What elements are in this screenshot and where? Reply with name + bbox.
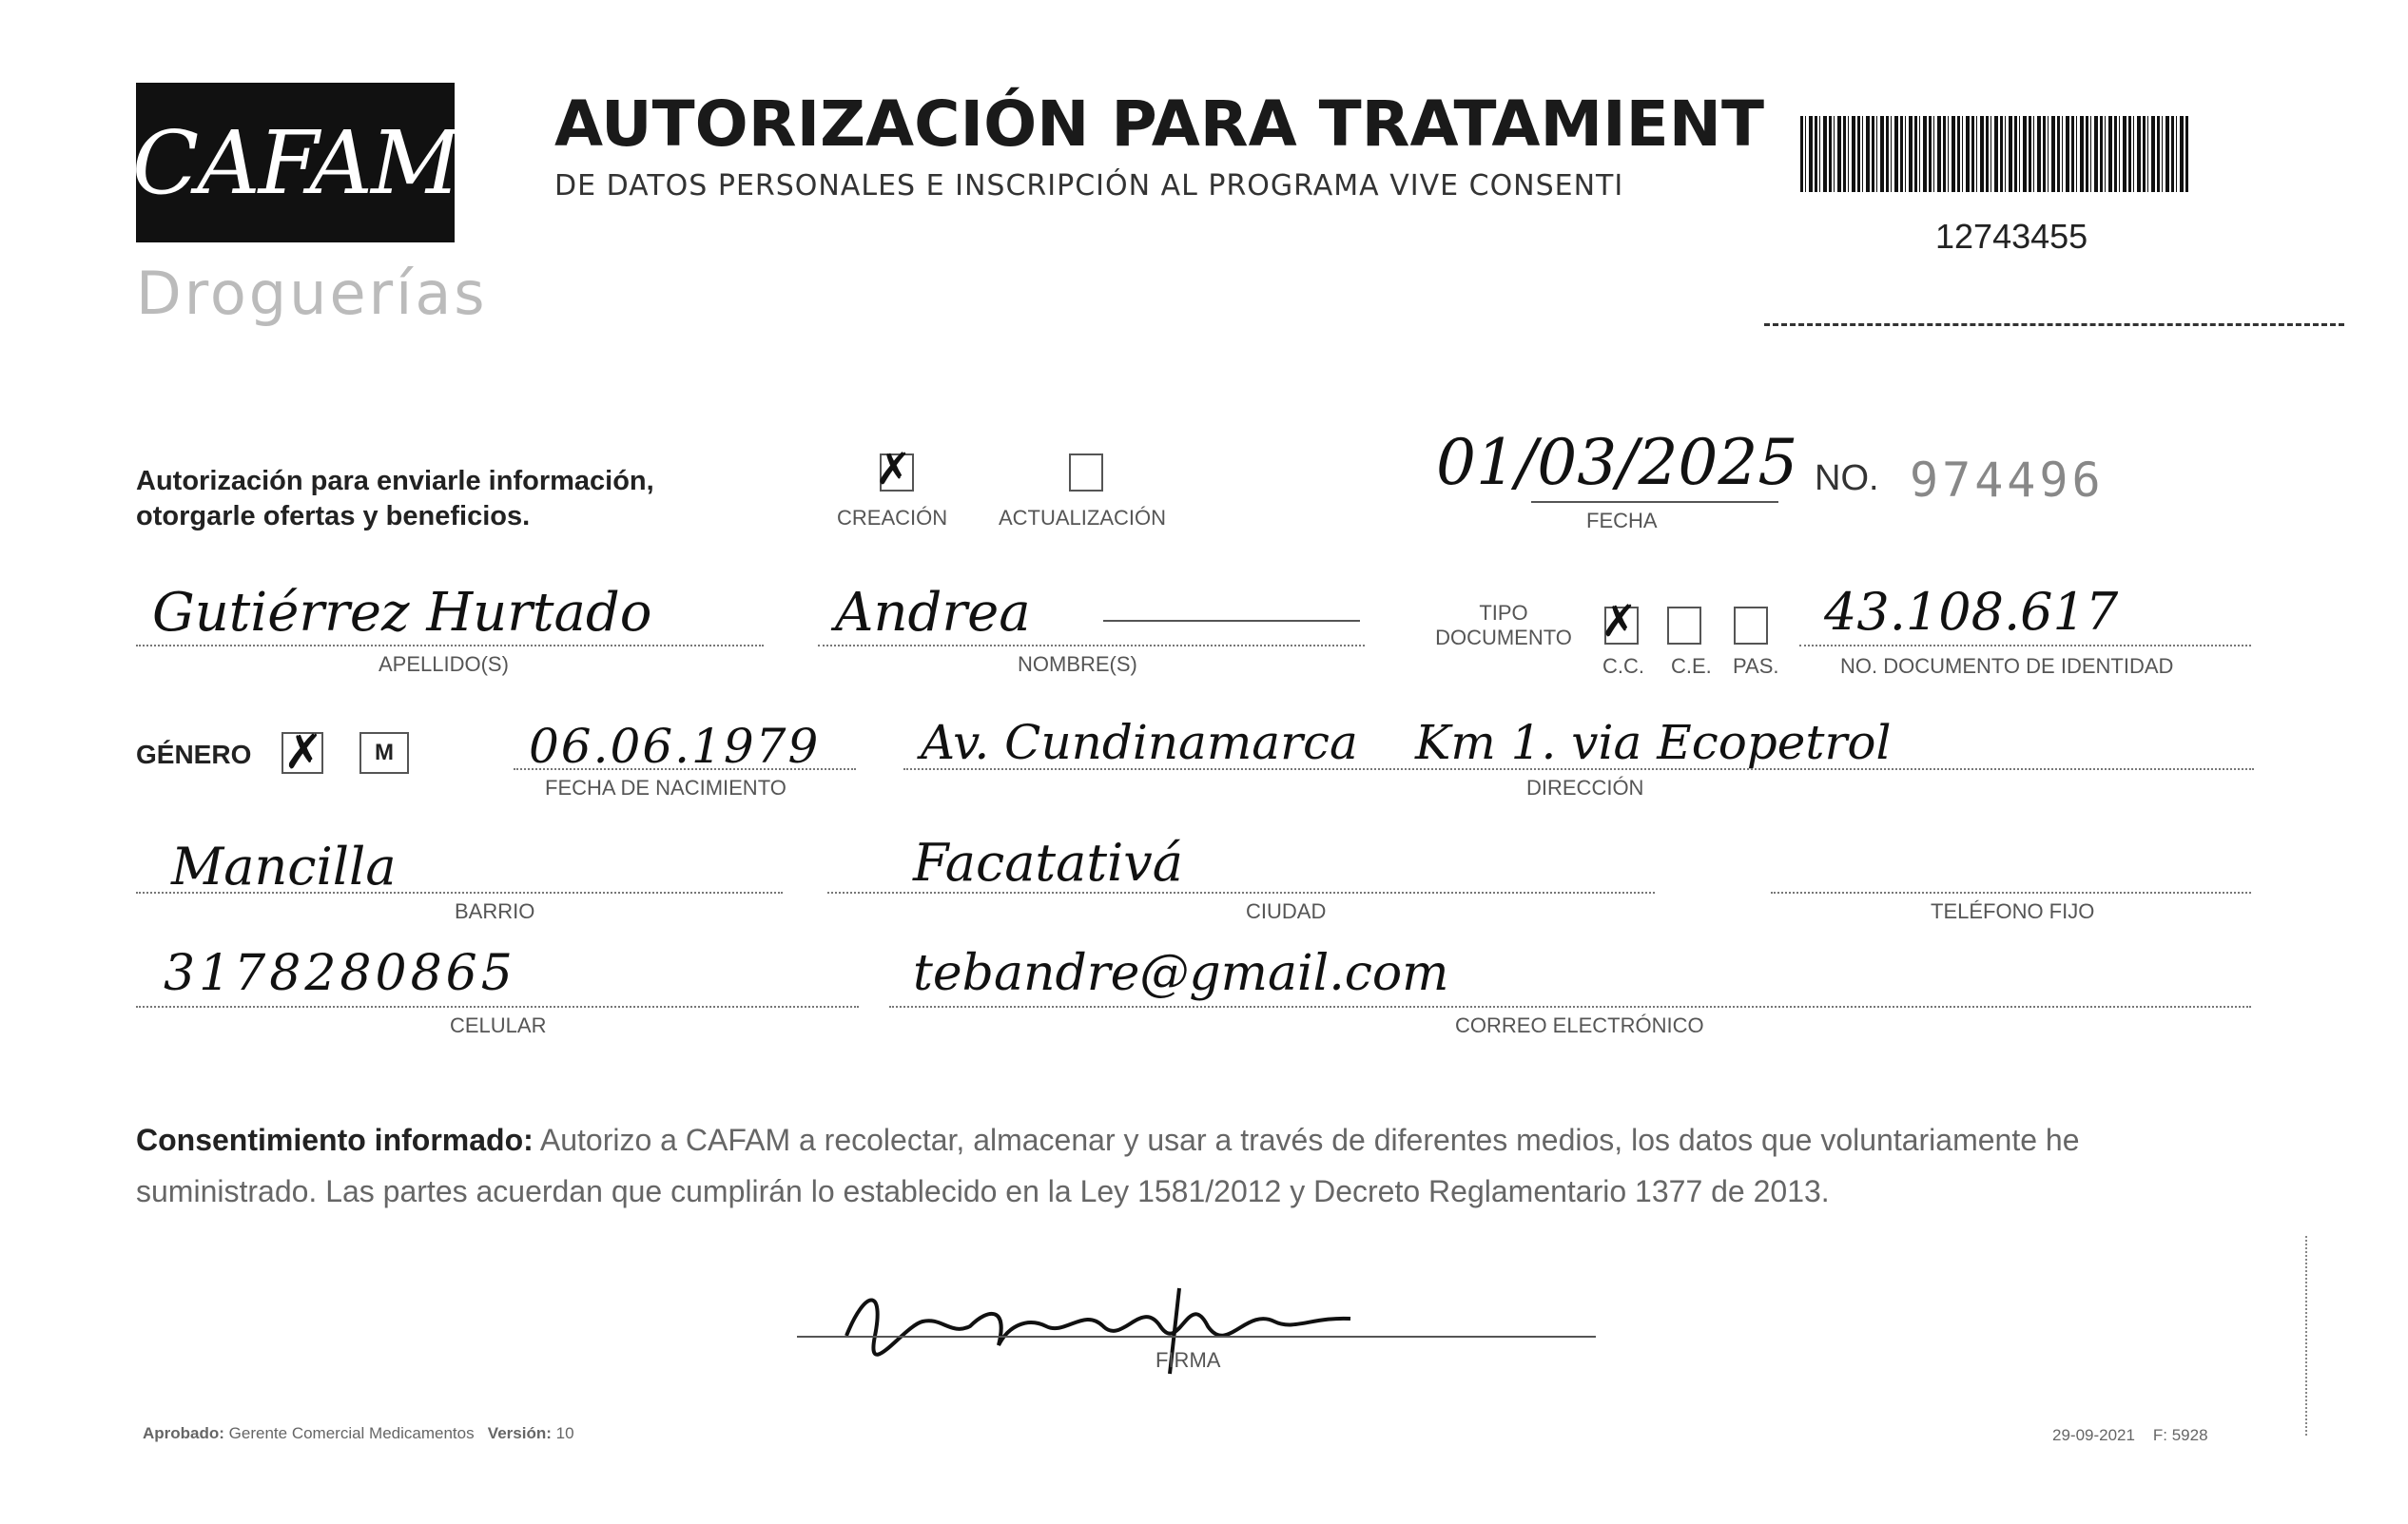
- date-line: [1531, 501, 1778, 503]
- form-subtitle: DE DATOS PERSONALES E INSCRIPCIÓN AL PROGRAMA VIVE CONSENTI: [554, 169, 1624, 203]
- version-label: Versión:: [487, 1424, 552, 1442]
- authorization-intro: Autorización para enviarle información, otorgarle ofertas y beneficios.: [136, 466, 654, 531]
- side-print-mark: [2305, 1236, 2319, 1436]
- approved-label: Aprobado:: [143, 1424, 224, 1442]
- signature-line: [797, 1336, 1596, 1338]
- phone-line: [1771, 892, 2251, 894]
- city-line: [827, 892, 1655, 894]
- phone-label: TELÉFONO FIJO: [1931, 899, 2095, 923]
- consent-text: Autorizo a CAFAM a recolectar, almacenar y usar a través de diferentes medios, los datos que voluntariamente he suministrado. Las partes acuerdan que cumplirán lo establecido en la Ley 1581/2012 y Decreto Reglamentario 1377 de 2013.: [136, 1123, 2080, 1208]
- form-number: 974496: [1910, 453, 2105, 508]
- doc-type-label: TIPO DOCUMENTO: [1435, 601, 1572, 649]
- address-label: DIRECCIÓN: [1526, 776, 1644, 800]
- names-line: [818, 645, 1365, 646]
- number-label: NO.: [1815, 458, 1879, 498]
- address-value-2: Km 1. via Ecopetrol: [1415, 715, 1892, 770]
- doc-ce-checkbox[interactable]: [1667, 607, 1701, 645]
- consent-paragraph: [136, 1114, 2266, 1217]
- doc-cc-label: C.C.: [1602, 654, 1644, 678]
- approved-value: Gerente Comercial Medicamentos: [228, 1424, 475, 1442]
- email-label: CORREO ELECTRÓNICO: [1455, 1013, 1704, 1037]
- city-value: Facatativá: [913, 833, 1184, 893]
- cafam-logo: CAFAM: [136, 83, 455, 242]
- city-label: CIUDAD: [1246, 899, 1327, 923]
- gender-label: GÉNERO: [136, 740, 252, 769]
- doc-number-value: 43.108.617: [1824, 582, 2119, 642]
- names-dash: [1103, 620, 1360, 622]
- doc-ce-label: C.E.: [1671, 654, 1712, 678]
- email-line: [889, 1006, 2251, 1008]
- email-value: tebandre@gmail.com: [913, 945, 1449, 1002]
- creation-label: CREACIÓN: [837, 506, 948, 530]
- mobile-line: [136, 1006, 859, 1008]
- logo-subtitle: Droguerías: [136, 259, 488, 328]
- barrio-line: [136, 892, 783, 894]
- doc-pas-label: PAS.: [1733, 654, 1779, 678]
- footer-codes: [2052, 1426, 2208, 1445]
- address-line: [903, 768, 2254, 770]
- doc-pas-checkbox[interactable]: [1734, 607, 1768, 645]
- gender-m-checkbox[interactable]: [359, 732, 409, 774]
- date-value: 01/03/2025: [1436, 426, 1798, 499]
- cut-line: [1764, 323, 2344, 326]
- version-value: 10: [555, 1424, 574, 1442]
- form-code: F: 5928: [2152, 1426, 2208, 1444]
- barrio-label: BARRIO: [455, 899, 535, 923]
- birth-line: [514, 768, 856, 770]
- birth-label: FECHA DE NACIMIENTO: [545, 776, 786, 800]
- creation-check-mark: ✗: [875, 443, 912, 494]
- address-value-1: Av. Cundinamarca: [921, 715, 1358, 770]
- surnames-label: APELLIDO(S): [379, 652, 509, 676]
- doc-number-line: [1799, 645, 2251, 646]
- doc-number-label: NO. DOCUMENTO DE IDENTIDAD: [1840, 654, 2174, 678]
- consent-heading: Consentimiento informado:: [136, 1123, 534, 1157]
- signature-drawing: [780, 1269, 1465, 1383]
- names-label: NOMBRE(S): [1018, 652, 1137, 676]
- gender-m-label: M: [375, 740, 394, 765]
- update-label: ACTUALIZACIÓN: [999, 506, 1167, 530]
- footer-approval: [143, 1424, 574, 1443]
- doc-cc-check-mark: ✗: [1601, 595, 1638, 646]
- form-title: AUTORIZACIÓN PARA TRATAMIENT: [554, 87, 1765, 161]
- date-code: 29-09-2021: [2052, 1426, 2135, 1444]
- surnames-line: [136, 645, 764, 646]
- birth-value: 06.06.1979: [529, 719, 821, 774]
- names-value: Andrea: [835, 582, 1031, 644]
- mobile-label: CELULAR: [450, 1013, 547, 1037]
- barrio-value: Mancilla: [171, 837, 397, 897]
- update-checkbox[interactable]: [1069, 453, 1103, 492]
- barcode-number: 12743455: [1935, 217, 2088, 256]
- barcode: [1800, 116, 2190, 192]
- date-label: FECHA: [1586, 509, 1658, 532]
- gender-check-mark: ✗: [283, 724, 323, 780]
- mobile-value: 3178280865: [164, 945, 516, 1002]
- signature-label: FIRMA: [1155, 1348, 1221, 1372]
- surnames-value: Gutiérrez Hurtado: [152, 582, 652, 644]
